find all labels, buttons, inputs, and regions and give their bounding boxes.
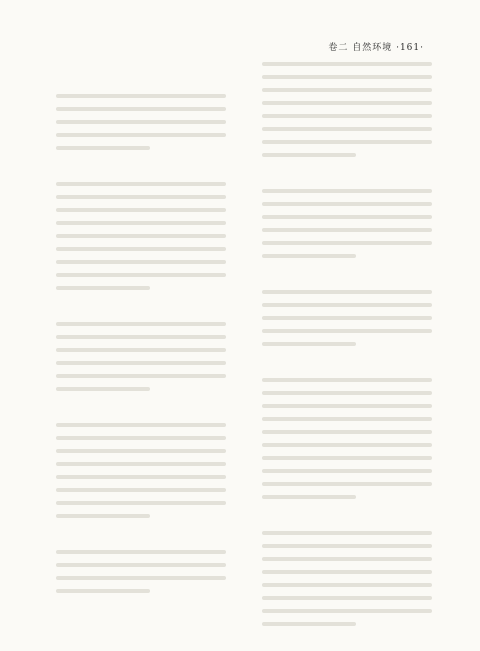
article-title [56,405,226,415]
article [56,164,226,290]
article-body [262,62,432,157]
article-title [56,532,226,542]
article-title [262,360,432,370]
article-body [262,290,432,346]
article-title [262,272,432,282]
article [262,360,432,499]
article-body [56,550,226,593]
article [262,272,432,346]
article-body [56,182,226,290]
article-title [56,76,226,86]
article [262,513,432,626]
article-title [56,164,226,174]
article-body [56,423,226,518]
article-body [262,378,432,499]
running-head: 卷二 自然环境 ·161· [328,43,424,53]
article-body [262,531,432,626]
article [56,76,226,150]
article [262,171,432,258]
right-column [262,62,432,635]
article-continuation [262,62,432,157]
article [56,405,226,518]
article-title [56,304,226,314]
left-column [56,62,226,602]
article-title [262,171,432,181]
article-body [56,94,226,150]
article-body [56,322,226,391]
article-body [262,189,432,258]
article-title [262,513,432,523]
article [56,532,226,593]
article [56,304,226,391]
